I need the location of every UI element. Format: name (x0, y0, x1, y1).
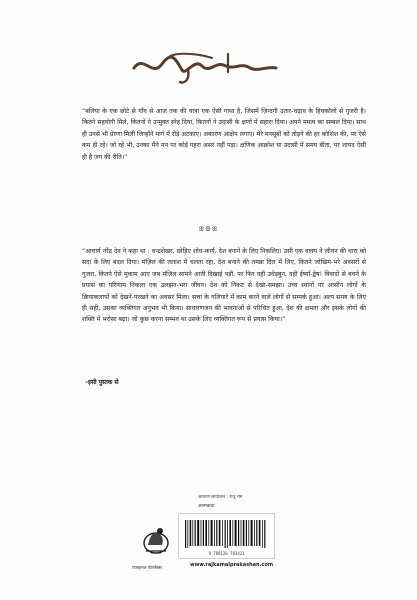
publisher-logo-label: राजकमल पेपरबैक्स (132, 565, 162, 570)
author-signature (130, 48, 280, 88)
barcode-icon (185, 520, 267, 548)
isbn-number: 9 788126 783421 (208, 551, 245, 556)
publisher-website[interactable]: www.rajkamalprakashan.com (190, 562, 274, 568)
quote-paragraph-1: “बलिया के एक छोटे से गाँव से आज तक की यात्रा एक ऐसी गाथा है, जिसमें ज़िन्दगी उतार-चढ़ाव के हिचकोलों से गुजरी है। कितने सहयोगी मिले, कितनों ने उन्मुक्त स्नेह दिया, कितनों ने उदासी के क्षणों में सहारा दिया। अपने ममत्व का सम्बल दिया। साथ ही उनसे भी प्रेरणा मिली जिन्होंने मार्ग में रोड़े अटकाए। अकारण आक्षेप लगाए। मेरे मनसूबों को तोड़ने की हर कोशिश की, पर ऐसे कम ही रहे। जो रहे भी, उनका मैंने मन पर कोई गहरा असर नहीं पड़ा। क्षणिक आक्रोश या उदासी में समय बीता, पर शायद ऐसी ही है जग की रीति।” (82, 108, 366, 161)
cover-credit: आवरण छायांकन : राजु राम (198, 495, 243, 500)
publisher-logo-icon (140, 523, 172, 557)
quote-paragraph-2: “आचार्य नरेंद्र देव ने कहा था : चन्द्रशेखर, छोड़िए शोध-कार्य, देश बनाने के लिए निकलिए। उसी एक वाक्य ने जीवन की धारा को सदा के लिए बदल दिया। मंज़िल की तलाश में चलता रहा, देश बनाने की तमन्ना दिल में लिए, कितने जोखिम-भरे अवसरों से गुजरा, कितने ऐसे मुकाम आए जब मंज़िल सामने आती दिखाई पड़ी, पर फिर वही उधेड़बुन, वही ईर्ष्या-द्वेष! विवादों से बचने के प्रयास का परिणाम निकला एक उलझन-भरा जीवन। देश को निकट से देखा-समझा। उच्च स्थानों पर आसीन लोगों के क्रियाकलापों को देखने-परखने का अवसर मिला। सत्ता के गलियारे में काम करने वाले लोगों से सम्पर्क हुआ। अल्प समय के लिए ही सही, उसका व्यक्तिगत अनुभव भी किया। साधारणजन की भावनाओं से परिचित हुआ, देश की क्षमता और इसके लोगों की शक्ति में भरोसा बढ़ा। जो कुछ करना सम्भव था उसके लिए व्यक्तिगत रूप से प्रयास किया।” (82, 248, 366, 324)
section-ornament: ꕥꕥꕥ (198, 226, 219, 233)
source-note: –इसी पुस्तक से (85, 379, 119, 386)
genre-label: आत्मकथा (198, 504, 215, 509)
isbn-barcode (178, 513, 275, 559)
